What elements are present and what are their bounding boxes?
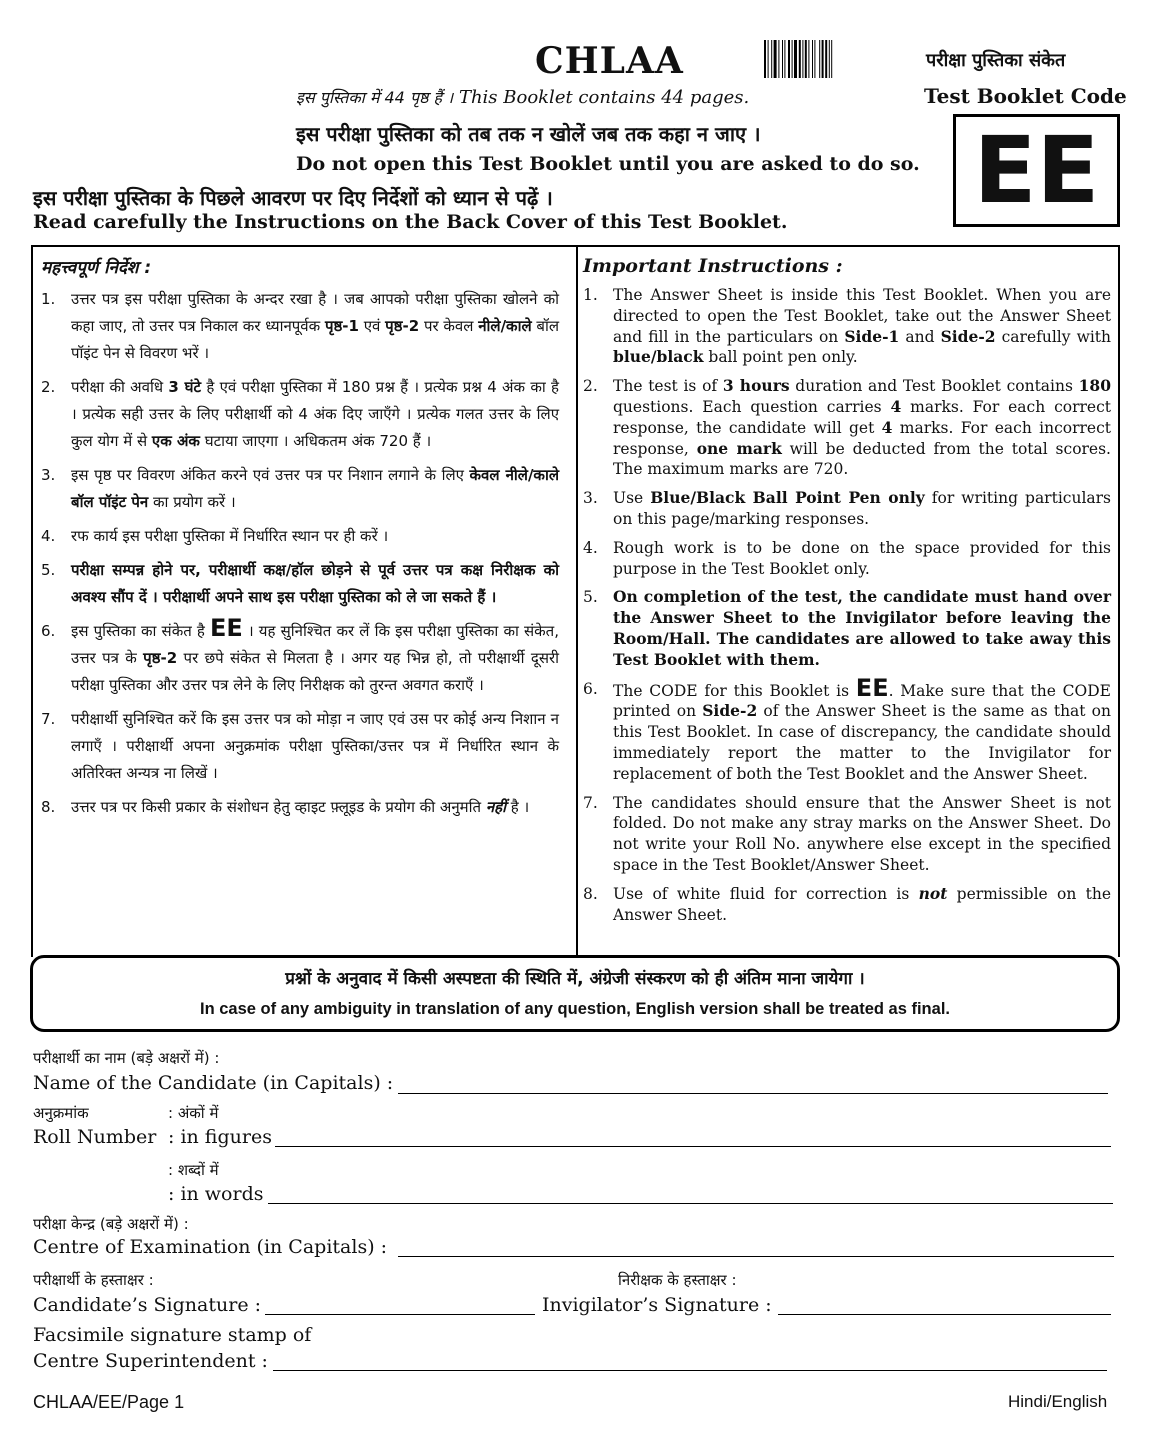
instruction-hi-item-8	[41, 794, 559, 821]
instruction-hi-item-5	[41, 557, 559, 611]
item-number: 4.	[41, 527, 56, 545]
invigilator-signature-label-hi: निरीक्षक के हस्ताक्षर :	[618, 1271, 737, 1289]
read-instructions-en: Read carefully the Instructions on the Back Cover of this Test Booklet.	[33, 211, 788, 233]
invigilator-signature-field[interactable]	[778, 1314, 1111, 1315]
item-text: उत्तर पत्र इस परीक्षा पुस्तिका के अन्दर रखा है । जब आपको परीक्षा पुस्तिका खोलने को कहा जाए, तो उत्तर पत्र निकाल कर ध्यानपूर्वक पृष्ठ-1 एवं पृष्ठ-2 पर केवल नीले/काले बॉल पॉइंट पेन से विवरण भरें ।	[71, 290, 560, 362]
page-count-en: This Booklet contains 44 pages.	[458, 87, 750, 108]
read-instructions-hi: इस परीक्षा पुस्तिका के पिछले आवरण पर दिए निर्देशों को ध्यान से पढ़ें ।	[33, 186, 553, 210]
translation-ambiguity-box	[30, 955, 1120, 1032]
facsimile-label-line1: Facsimile signature stamp of	[33, 1324, 312, 1346]
instruction-en-item-1	[583, 285, 1111, 368]
instructions-hi-list	[41, 286, 559, 821]
candidate-signature-field[interactable]	[265, 1314, 535, 1315]
candidate-signature-label-hi: परीक्षार्थी के हस्ताक्षर :	[33, 1271, 154, 1289]
roll-number-label: Roll Number	[33, 1126, 157, 1148]
instruction-en-item-5	[583, 587, 1111, 670]
item-number: 2.	[583, 377, 598, 396]
instruction-en-item-6	[583, 673, 1111, 785]
do-not-open-hi: इस परीक्षा पुस्तिका को तब तक न खोलें जब तक कहा न जाए ।	[296, 122, 761, 146]
item-number: 2.	[41, 378, 56, 396]
ambiguity-note-hi: प्रश्नों के अनुवाद में किसी अस्पष्टता की स्थिति में, अंग्रेजी संस्करण को ही अंतिम माना जायेगा ।	[285, 969, 865, 989]
item-text: The Answer Sheet is inside this Test Booklet. When you are directed to open the Test Booklet, take out the Answer Sheet and fill in the particulars on Side-1 and Side-2 carefully with blue/black ball point pen only.	[613, 286, 1112, 367]
code-label-hi: परीक्षा पुस्तिका संकेत	[926, 50, 1066, 71]
instruction-en-item-4	[583, 538, 1111, 580]
roll-figures-label-hi: : अंकों में	[168, 1104, 219, 1122]
item-text: On completion of the test, the candidate must hand over the Answer Sheet to the Invigilator before leaving the Room/Hall. The candidates are allowed to take away this Test Booklet with them.	[613, 587, 1111, 669]
item-number: 1.	[41, 290, 56, 308]
instruction-en-item-7	[583, 793, 1111, 876]
instruction-hi-item-4	[41, 523, 559, 550]
roll-words-label-hi: : शब्दों में	[168, 1161, 219, 1179]
instruction-hi-item-7	[41, 706, 559, 787]
item-number: 3.	[41, 466, 56, 484]
item-text: परीक्षार्थी सुनिश्चित करें कि इस उत्तर पत्र को मोड़ा न जाए एवं उस पर कोई अन्य निशान न लगाएँ । परीक्षार्थी अपना अनुक्रमांक परीक्षा पुस्तिका/उत्तर पत्र में निर्धारित स्थान के अतिरिक्त अन्यत्र ना लिखें ।	[71, 710, 559, 782]
item-text: परीक्षा सम्पन्न होने पर, परीक्षार्थी कक्ष/हॉल छोड़ने से पूर्व उत्तर पत्र कक्ष निरीक्षक को अवश्य सौंप दें । परीक्षार्थी अपने साथ इस परीक्षा पुस्तिका को ले जा सकते हैं ।	[71, 561, 559, 606]
centre-label-hi: परीक्षा केन्द्र (बड़े अक्षरों में) :	[33, 1215, 189, 1233]
barcode-icon	[764, 40, 864, 78]
instructions-en-heading: Important Instructions :	[583, 255, 843, 277]
instructions-en-list	[583, 285, 1111, 925]
column-divider	[576, 245, 578, 957]
instruction-hi-item-6	[41, 614, 559, 699]
item-number: 3.	[583, 489, 598, 508]
do-not-open-en: Do not open this Test Booklet until you are asked to do so.	[296, 153, 920, 175]
roll-number-words-field[interactable]	[268, 1203, 1113, 1204]
instructions-hindi-column	[41, 255, 559, 828]
item-text: परीक्षा की अवधि 3 घंटे है एवं परीक्षा पुस्तिका में 180 प्रश्न हैं । प्रत्येक प्रश्न 4 अंक का है । प्रत्येक सही उत्तर के लिए परीक्षार्थी को 4 अंक दिए जाएँगे । प्रत्येक गलत उत्तर के लिए कुल योग में से एक अंक घटाया जाएगा । अधिकतम अंक 720 हैं ।	[71, 378, 559, 450]
item-text: The candidates should ensure that the Answer Sheet is not folded. Do not make any stray marks on the Answer Sheet. Do not write your Roll No. anywhere else except in the specified space in the Test Booklet/Answer Sheet.	[613, 793, 1111, 874]
item-number: 1.	[583, 286, 598, 304]
candidate-name-label: Name of the Candidate (in Capitals) :	[33, 1072, 394, 1094]
item-number: 8.	[583, 884, 598, 903]
roll-words-label: : in words	[168, 1183, 264, 1205]
instructions-hi-heading: महत्त्वपूर्ण निर्देश :	[41, 258, 152, 278]
item-number: 5.	[41, 561, 56, 579]
page-footer-language: Hindi/English	[1008, 1392, 1108, 1411]
roll-number-label-hi: अनुक्रमांक	[33, 1104, 89, 1122]
ambiguity-note-en: In case of any ambiguity in translation of any question, English version shall be treated as final.	[199, 1000, 950, 1018]
item-text: Use Blue/Black Ball Point Pen only for writing particulars on this page/marking responses.	[613, 488, 1112, 528]
candidate-signature-label: Candidate’s Signature :	[33, 1294, 261, 1316]
instruction-hi-item-2	[41, 374, 559, 455]
item-number: 5.	[583, 588, 598, 607]
item-text: Use of white fluid for correction is not permissible on the Answer Sheet.	[613, 883, 1111, 924]
facsimile-label-line2: Centre Superintendent :	[33, 1350, 268, 1372]
page-count-line	[296, 86, 749, 108]
instruction-en-item-3	[583, 488, 1111, 530]
test-booklet-code-box: EE	[953, 114, 1120, 227]
invigilator-signature-label: Invigilator’s Signature :	[542, 1294, 772, 1316]
code-label-en: Test Booklet Code	[924, 84, 1127, 108]
instruction-hi-item-1	[41, 286, 559, 367]
item-text: रफ कार्य इस परीक्षा पुस्तिका में निर्धारित स्थान पर ही करें ।	[71, 527, 389, 545]
item-text: इस पृष्ठ पर विवरण अंकित करने एवं उत्तर पत्र पर निशान लगाने के लिए केवल नीले/काले बॉल पॉइंट पेन का प्रयोग करें ।	[71, 466, 559, 511]
instruction-hi-item-3	[41, 462, 559, 516]
instruction-en-item-2	[583, 376, 1111, 480]
item-number: 6.	[41, 622, 56, 640]
instruction-en-item-8	[583, 884, 1111, 926]
item-text: Rough work is to be done on the space provided for this purpose in the Test Booklet only.	[613, 538, 1111, 578]
item-number: 6.	[583, 679, 598, 698]
candidate-name-label-hi: परीक्षार्थी का नाम (बड़े अक्षरों में) :	[33, 1049, 220, 1067]
superintendent-stamp-field[interactable]	[273, 1370, 1107, 1371]
booklet-title: CHLAA	[535, 40, 684, 82]
item-text: इस पुस्तिका का संकेत है EE । यह सुनिश्चित कर लें कि इस परीक्षा पुस्तिका का संकेत, उत्तर पत्र के पृष्ठ-2 पर छपे संकेत से मिलता है । अगर यह भिन्न हो, तो परीक्षार्थी दूसरी परीक्षा पुस्तिका और उत्तर पत्र लेने के लिए निरीक्षक को तुरन्त अवगत कराएँ ।	[71, 614, 559, 694]
item-text: The CODE for this Booklet is EE. Make sure that the CODE printed on Side-2 of the Answer Sheet is the same as that on this Test Booklet. In case of discrepancy, the candidate should immediately report the matter to the Invigilator for replacement of both the Test Booklet and the Answer Sheet.	[613, 673, 1111, 783]
candidate-name-field[interactable]	[398, 1093, 1108, 1094]
roll-number-figures-field[interactable]	[275, 1146, 1111, 1147]
item-number: 8.	[41, 798, 56, 816]
page-footer-code: CHLAA/EE/Page 1	[33, 1392, 185, 1412]
page-count-hi: इस पुस्तिका में 44 पृष्ठ हैं ।	[296, 88, 454, 107]
centre-of-examination-field[interactable]	[398, 1256, 1114, 1257]
item-number: 7.	[41, 710, 56, 728]
item-text: उत्तर पत्र पर किसी प्रकार के संशोधन हेतु व्हाइट फ़्लूइड के प्रयोग की अनुमति नहीं है ।	[71, 798, 530, 816]
instructions-english-column	[583, 255, 1111, 933]
item-text: The test is of 3 hours duration and Test Booklet contains 180 questions. Each question carries 4 marks. For each correct response, the candidate will get 4 marks. For each incorrect response, one mark will be deducted from the total scores. The maximum marks are 720.	[613, 376, 1111, 479]
item-number: 7.	[583, 793, 598, 812]
item-number: 4.	[583, 538, 598, 557]
roll-figures-label: : in figures	[168, 1126, 272, 1148]
centre-label: Centre of Examination (in Capitals) :	[33, 1236, 388, 1258]
